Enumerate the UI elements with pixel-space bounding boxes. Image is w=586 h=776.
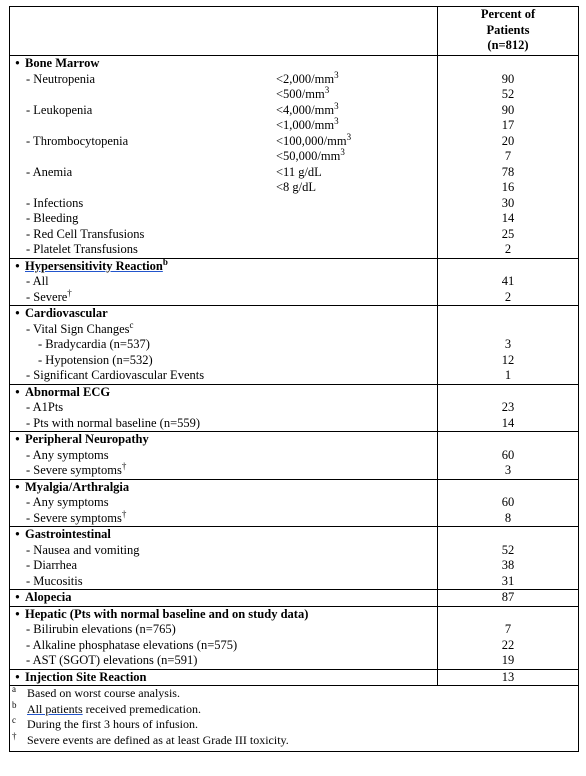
row-line bbox=[10, 274, 437, 290]
row-label: - Any symptoms bbox=[26, 447, 109, 462]
row-label: - Platelet Transfusions bbox=[26, 242, 138, 256]
section-values bbox=[438, 527, 579, 590]
section-labels bbox=[10, 590, 438, 607]
section-title-line bbox=[10, 480, 437, 496]
section-values bbox=[438, 306, 579, 385]
footnote bbox=[10, 699, 578, 718]
section-row bbox=[10, 306, 579, 385]
row-label: - A1Pts bbox=[26, 400, 64, 414]
section-labels bbox=[10, 527, 438, 590]
threshold-text: <2,000/mm bbox=[276, 71, 335, 86]
row-footnote-mark: c bbox=[129, 319, 134, 330]
footnotes-row bbox=[10, 686, 579, 752]
row-label: - Severe symptoms bbox=[26, 510, 122, 525]
threshold-label bbox=[276, 84, 330, 103]
bullet-icon: • bbox=[15, 669, 20, 684]
row-line bbox=[10, 337, 437, 353]
row-label: - Diarrhea bbox=[26, 558, 78, 572]
row-line bbox=[10, 416, 437, 432]
row-label: - AST (SGOT) elevations (n=591) bbox=[26, 653, 198, 667]
row-line bbox=[10, 319, 437, 338]
percent-value: 30 bbox=[501, 195, 515, 210]
row-line bbox=[10, 211, 437, 227]
row-line bbox=[10, 146, 437, 165]
row-label: - Any symptoms bbox=[26, 495, 109, 509]
percent-value: 22 bbox=[501, 637, 515, 652]
row-line bbox=[10, 353, 437, 369]
section-row bbox=[10, 432, 579, 480]
row-line bbox=[10, 543, 437, 559]
row-line bbox=[10, 622, 437, 638]
row-line bbox=[10, 131, 437, 150]
row-line bbox=[10, 448, 437, 464]
section-row bbox=[10, 669, 579, 686]
percent-value: 20 bbox=[501, 133, 515, 148]
row-line bbox=[10, 287, 437, 306]
header-line: Percent of bbox=[480, 7, 536, 21]
section-labels bbox=[10, 306, 438, 385]
footnote-mark: b bbox=[12, 699, 17, 710]
section-row bbox=[10, 479, 579, 527]
percent-value: 90 bbox=[501, 102, 515, 117]
section-title: Cardiovascular bbox=[25, 306, 108, 320]
section-title: Injection Site Reaction bbox=[25, 669, 147, 684]
section-title-line bbox=[10, 256, 437, 275]
threshold-text: <500/mm bbox=[276, 87, 325, 101]
threshold-text: <11 g/dL bbox=[276, 164, 322, 179]
row-line bbox=[10, 115, 437, 134]
percent-value: 52 bbox=[501, 87, 515, 101]
row-line bbox=[10, 69, 437, 88]
footnote-mark: a bbox=[12, 684, 16, 694]
header-line: (n=812) bbox=[487, 38, 529, 52]
threshold-exponent: 3 bbox=[324, 84, 330, 95]
section-title-line bbox=[10, 385, 437, 401]
row-label: - Mucositis bbox=[26, 573, 83, 588]
row-line bbox=[10, 653, 437, 669]
section-row bbox=[10, 258, 579, 306]
section-title: Hypersensitivity Reaction bbox=[25, 258, 163, 273]
row-line bbox=[10, 100, 437, 119]
row-label: - Bradycardia (n=537) bbox=[38, 337, 150, 351]
section-title: Gastrointestinal bbox=[25, 527, 111, 541]
bullet-icon: • bbox=[15, 306, 20, 320]
threshold-exponent: 3 bbox=[334, 100, 339, 111]
threshold-exponent: 3 bbox=[340, 146, 345, 157]
row-label: - Bilirubin elevations (n=765) bbox=[26, 622, 176, 636]
section-labels bbox=[10, 432, 438, 480]
section-values bbox=[438, 56, 579, 259]
footnote-text: All patients received premedication. bbox=[27, 701, 201, 716]
percent-value: 60 bbox=[501, 495, 515, 509]
row-line bbox=[10, 400, 437, 416]
row-line bbox=[10, 368, 437, 384]
bullet-icon: • bbox=[15, 606, 20, 621]
bullet-icon: • bbox=[15, 56, 20, 70]
section-values bbox=[438, 606, 579, 669]
section-row bbox=[10, 527, 579, 590]
row-line bbox=[10, 180, 437, 196]
row-label: - Hypotension (n=532) bbox=[38, 352, 153, 367]
percent-value bbox=[438, 322, 578, 338]
section-title: Abnormal ECG bbox=[25, 384, 111, 399]
footnote-underlined-text: All patients bbox=[27, 701, 83, 716]
section-values bbox=[438, 384, 579, 432]
threshold-text: <4,000/mm bbox=[276, 102, 335, 117]
percent-value: 3 bbox=[504, 337, 512, 351]
bullet-icon: • bbox=[15, 258, 20, 273]
row-label: - Infections bbox=[26, 195, 84, 210]
percent-value: 2 bbox=[504, 289, 512, 304]
section-title-value bbox=[438, 56, 578, 72]
percent-value: 38 bbox=[501, 558, 515, 572]
percent-value: 16 bbox=[501, 180, 515, 194]
section-title: Peripheral Neuropathy bbox=[25, 432, 149, 446]
row-label: - Severe bbox=[26, 289, 68, 304]
threshold-label bbox=[276, 180, 316, 196]
row-label: - Neutropenia bbox=[26, 71, 96, 86]
footnote bbox=[10, 730, 578, 749]
section-title-value bbox=[438, 480, 578, 496]
section-title-value bbox=[438, 259, 578, 275]
section-title-value bbox=[438, 527, 578, 543]
row-label: - Alkaline phosphatase elevations (n=575) bbox=[26, 637, 238, 652]
section-title-value: 13 bbox=[501, 669, 515, 684]
row-label: - Thrombocytopenia bbox=[26, 133, 129, 148]
section-title-line bbox=[10, 590, 437, 606]
threshold-label bbox=[276, 146, 345, 165]
bullet-icon: • bbox=[15, 479, 20, 494]
row-label: - Vital Sign Changes bbox=[26, 321, 130, 336]
threshold-label bbox=[276, 115, 339, 134]
footnote bbox=[10, 717, 578, 733]
row-line bbox=[10, 558, 437, 574]
header-line: Patients bbox=[486, 22, 530, 37]
row-label: - Anemia bbox=[26, 164, 73, 179]
percent-value: 52 bbox=[501, 542, 515, 557]
section-labels bbox=[10, 258, 438, 306]
percent-value: 7 bbox=[504, 622, 512, 636]
bullet-icon: • bbox=[15, 590, 20, 604]
row-label: - Leukopenia bbox=[26, 102, 93, 117]
section-labels bbox=[10, 606, 438, 669]
section-row bbox=[10, 384, 579, 432]
section-labels bbox=[10, 479, 438, 527]
row-label: - Significant Cardiovascular Events bbox=[26, 368, 205, 382]
percent-value: 19 bbox=[501, 653, 515, 667]
percent-value: 23 bbox=[501, 400, 515, 414]
section-title-value: 87 bbox=[501, 590, 515, 604]
row-line bbox=[10, 196, 437, 212]
percent-header bbox=[438, 7, 579, 56]
footnote bbox=[10, 686, 578, 702]
section-values bbox=[438, 258, 579, 306]
percent-value: 1 bbox=[504, 368, 512, 382]
row-label: - Pts with normal baseline (n=559) bbox=[26, 415, 201, 430]
section-title-line bbox=[10, 306, 437, 322]
row-label: - Severe symptoms bbox=[26, 463, 122, 477]
threshold-text: <1,000/mm bbox=[276, 118, 335, 132]
section-values bbox=[438, 669, 579, 686]
row-line bbox=[10, 638, 437, 654]
section-row bbox=[10, 56, 579, 259]
row-footnote-mark: † bbox=[121, 460, 127, 471]
section-row bbox=[10, 590, 579, 607]
threshold-exponent: 3 bbox=[346, 131, 352, 142]
percent-value: 14 bbox=[501, 415, 515, 430]
row-line bbox=[10, 84, 437, 103]
adverse-events-table bbox=[9, 6, 579, 752]
threshold-label bbox=[276, 165, 322, 181]
row-line bbox=[10, 165, 437, 181]
bullet-icon: • bbox=[15, 384, 20, 399]
footnote-mark: c bbox=[12, 715, 16, 725]
section-title-line bbox=[10, 607, 437, 623]
percent-value: 90 bbox=[501, 71, 515, 86]
row-line bbox=[10, 495, 437, 511]
row-label: - All bbox=[26, 274, 49, 288]
row-footnote-mark: † bbox=[121, 508, 127, 519]
row-label: - Nausea and vomiting bbox=[26, 542, 140, 557]
section-labels bbox=[10, 384, 438, 432]
threshold-text: <100,000/mm bbox=[276, 133, 347, 148]
section-title: Hepatic (Pts with normal baseline and on study data) bbox=[25, 606, 309, 621]
row-line bbox=[10, 460, 437, 479]
row-footnote-mark: † bbox=[67, 287, 72, 298]
threshold-exponent: 3 bbox=[334, 115, 339, 126]
section-title: Alopecia bbox=[25, 590, 72, 604]
percent-value: 14 bbox=[501, 211, 515, 225]
section-title-footnote-mark: b bbox=[162, 256, 168, 267]
section-labels bbox=[10, 669, 438, 686]
percent-value: 78 bbox=[501, 164, 515, 179]
footnotes-cell bbox=[10, 686, 579, 752]
percent-value: 3 bbox=[504, 463, 512, 477]
section-title-value bbox=[438, 432, 578, 448]
section-title-line bbox=[10, 527, 437, 543]
table-header-row bbox=[10, 7, 579, 56]
section-labels bbox=[10, 56, 438, 259]
row-label: - Bleeding bbox=[26, 211, 79, 225]
section-title-value bbox=[438, 385, 578, 401]
section-title-line bbox=[10, 56, 437, 72]
section-title: Bone Marrow bbox=[25, 56, 100, 70]
bullet-icon: • bbox=[15, 432, 20, 446]
row-line bbox=[10, 508, 437, 527]
percent-value: 41 bbox=[501, 274, 515, 288]
section-row bbox=[10, 606, 579, 669]
threshold-text: <50,000/mm bbox=[276, 149, 341, 163]
percent-value: 25 bbox=[501, 226, 515, 241]
threshold-text: <8 g/dL bbox=[276, 180, 317, 194]
row-line bbox=[10, 242, 437, 258]
section-title-value bbox=[438, 607, 578, 623]
percent-value: 60 bbox=[501, 447, 515, 462]
section-values bbox=[438, 432, 579, 480]
percent-value: 8 bbox=[504, 510, 512, 525]
percent-value: 2 bbox=[504, 242, 512, 256]
section-values bbox=[438, 479, 579, 527]
percent-value: 12 bbox=[501, 352, 515, 367]
section-title-value bbox=[438, 306, 578, 322]
row-label: - Red Cell Transfusions bbox=[26, 226, 145, 241]
footnote-text: During the first 3 hours of infusion. bbox=[27, 717, 198, 731]
footnote-text: Severe events are defined as at least Grade III toxicity. bbox=[27, 732, 289, 747]
percent-value: 7 bbox=[504, 149, 512, 163]
footnote-text: Based on worst course analysis. bbox=[27, 686, 180, 700]
footnote-mark: † bbox=[12, 730, 17, 741]
percent-value: 17 bbox=[501, 118, 515, 132]
threshold-label bbox=[276, 100, 339, 119]
row-line bbox=[10, 574, 437, 590]
section-title-line bbox=[10, 670, 437, 686]
row-line bbox=[10, 227, 437, 243]
section-title-line bbox=[10, 432, 437, 448]
section-title: Myalgia/Arthralgia bbox=[25, 479, 130, 494]
threshold-exponent: 3 bbox=[334, 69, 339, 80]
bullet-icon: • bbox=[15, 527, 20, 541]
section-values bbox=[438, 590, 579, 607]
percent-value: 31 bbox=[501, 573, 515, 588]
